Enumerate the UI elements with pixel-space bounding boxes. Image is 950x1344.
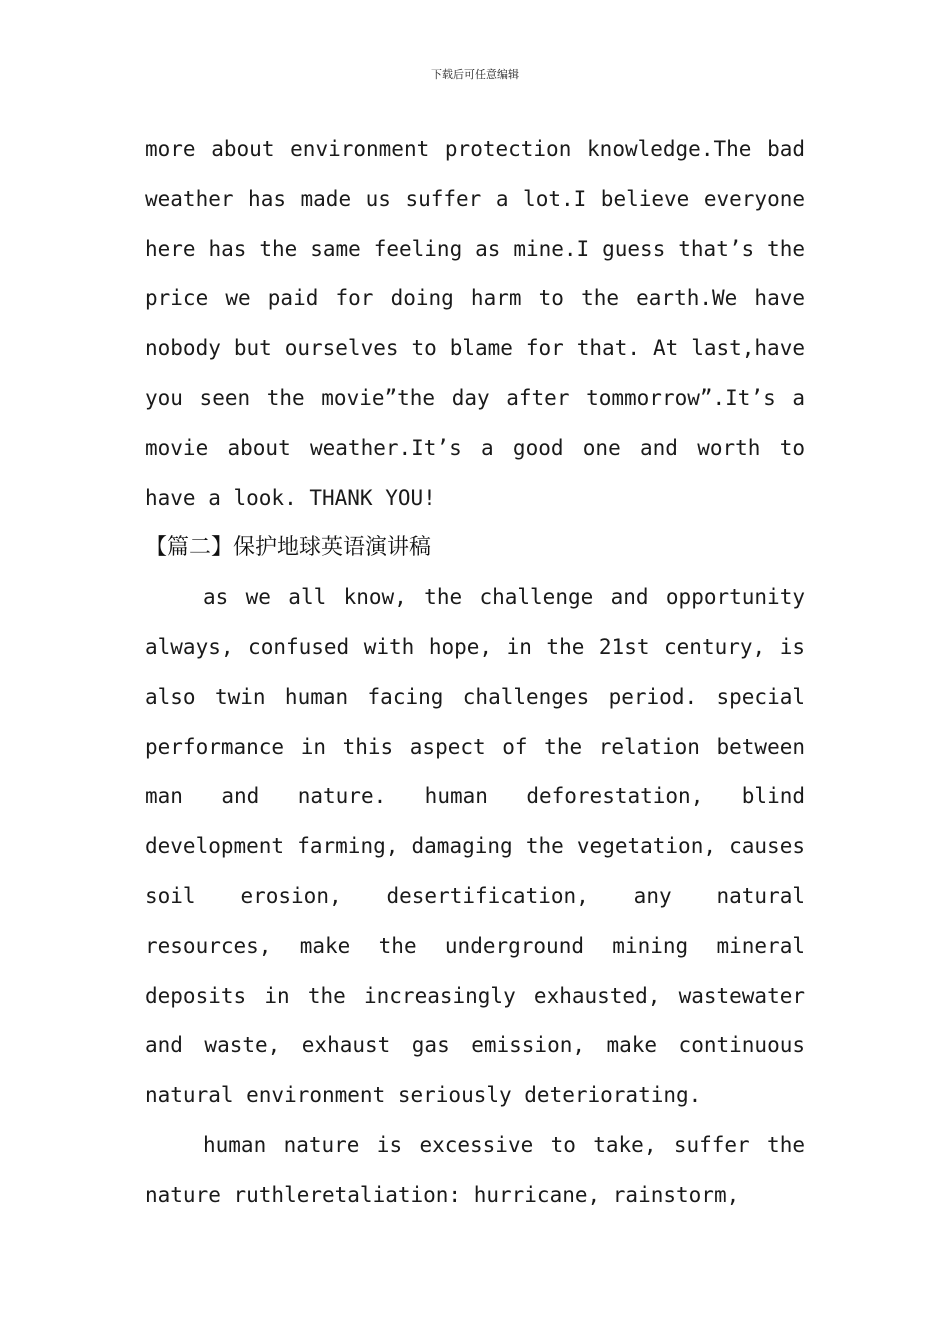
document-body: [145, 125, 805, 1221]
paragraph-closing: more about environment protection knowledge.The bad weather has made us suffer a lot.I believe everyone here has the same feeling as mine.I guess that’s the price we paid for doing harm to the earth.We have nobody but ourselves to blame for that. At last,have you seen the movie”the day after tommorrow”.It’s a movie about weather.It’s a good one and worth to have a look. THANK YOU!: [145, 137, 805, 510]
section-heading: 【篇二】保护地球英语演讲稿: [145, 535, 432, 561]
paragraph-nature: human nature is excessive to take, suffer the nature ruthleretaliation: hurricane, rainstorm,: [145, 1132, 805, 1207]
paragraph-intro: as we all know, the challenge and opportunity always, confused with hope, in the 21st century, is also twin human facing challenges period. special performance in this aspect of the relation between man and nature. human deforestation, blind development farming, damaging the vegetation, causes soil erosion, desertification, any natural resources, make the underground mining mineral deposits in the increasingly exhausted, wastewater and waste, exhaust gas emission, make continuous natural environment seriously deteriorating.: [145, 585, 805, 1108]
page-header: 下载后可任意编辑: [431, 68, 519, 81]
